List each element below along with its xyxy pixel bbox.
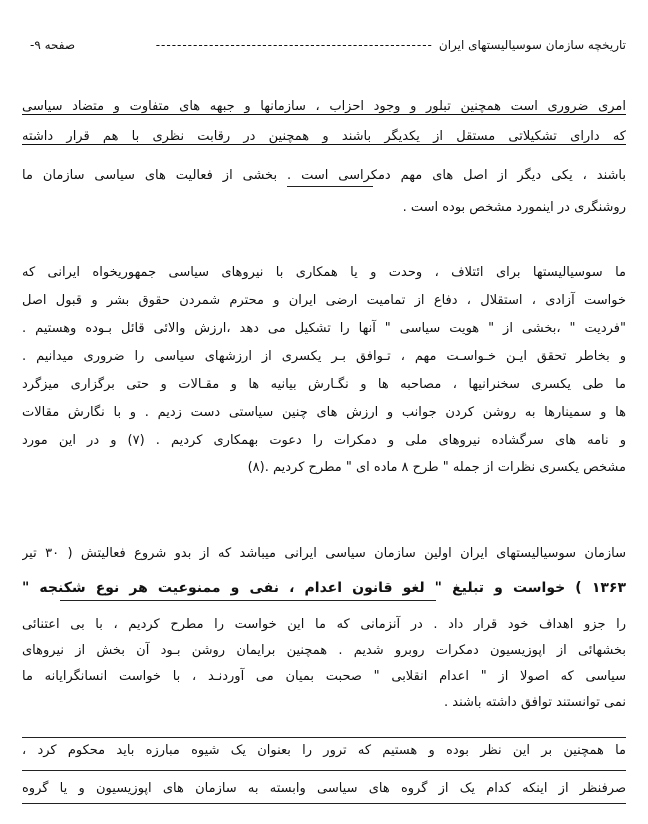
paragraph-1-line: امری ضروری است همچنین تبلور و وجود احزاب ، سازمانها و جبهه های متفاوت و متضاد سیاسی — [22, 99, 626, 114]
paragraph-1-line: که دارای تشکیلاتی مستقل از یکدیگر باشند و همچنین در رقابت نظری با هم قرار داشته — [22, 129, 626, 144]
underline-rule — [22, 770, 626, 771]
underline-rule — [22, 803, 626, 804]
underline-rule — [287, 186, 373, 187]
paragraph-1-line: باشند ، یکی دیگر از اصل های مهم دمکراسی است . بخشی از فعالیت های سیاسی سازمان ما — [22, 168, 626, 183]
paragraph-3-line: را جزو اهداف خود قرار داد . در آنزمانی که ما این خواست را مطرح کردیم ، با بی اعتنائی — [22, 617, 626, 632]
header-dashes: ---------------------------------------------------- — [155, 38, 433, 52]
paragraph-1-line: روشنگری در اینمورد مشخص بوده است . — [402, 200, 626, 215]
paragraph-3-line: سازمان سوسیالیستهای ایران اولین سازمان سیاسی ایرانی میباشد که از بدو شروع فعالیتش ( ۳۰ تیر — [22, 546, 626, 561]
paragraph-3-line: ۱۳۶۳ ) خواست و تبلیغ " لغو قانون اعدام ، نفی و ممنوعیت هر نوع شکنجه " — [22, 580, 626, 596]
paragraph-2-line: "فردیت " ،بخشی از " هویت سیاسی " آنها را تشکیل می دهد ،ارزش والائی قائل بـوده وهستیم . — [22, 321, 626, 336]
page-header — [30, 38, 626, 52]
underline-rule — [60, 600, 436, 601]
paragraph-2-line: ما طی یکسری سخنرانیها ، مصاحبه ها و نگـارش بیانیه ها و مقـالات و حتی برگزاری میزگرد — [22, 377, 626, 392]
paragraph-3-line: بخشهائی از اپوزیسیون دمکرات روبرو شدیم . همچنین برایمان روشن بـود آن بخش از نیروهای — [22, 643, 626, 658]
paragraph-3-line: صرفنظر از اینکه کدام یک از گروه های سیاسی وابسته به سازمان های اپوزیسیون و یا گروه — [22, 781, 626, 796]
header-title: تاریخچه سازمان سوسیالیستهای ایران — [438, 38, 626, 52]
paragraph-3-line: ما همچنین بر این نظر بوده و هستیم که ترور را بعنوان یک شیوه مبارزه باید محکوم کرد ، — [22, 743, 626, 758]
paragraph-2-line: خواست آزادی ، استقلال ، دفاع از تمامیت ارضی ایران و محترم شمردن حقوق بشر و قبول اصل — [22, 293, 626, 308]
paragraph-2-line: و نامه های سرگشاده نیروهای ملی و دمکرات را دعوت بهمکاری کردیم . (۷) و در این مورد — [22, 433, 626, 448]
paragraph-2-line: مشخص یکسری نظرات از جمله " طرح ۸ ماده ای " مطرح کردیم .(۸) — [247, 460, 626, 475]
paragraph-3-line: سیاسی که اصولا از " اعدام انقلابی " صحبت بمیان می آوردنـد ، با خواست انسانگرایانه ما — [22, 669, 626, 684]
paragraph-3-line: نمی توانستند توافق داشته باشند . — [444, 695, 626, 710]
paragraph-2-line: و بخاطر تحقق ایـن خـواسـت مهم ، تـوافق بـر یکسری از ارزشهای سیاسی را ضروری میدانیم . — [22, 349, 626, 364]
paragraph-2-line: ها و سمینارها به روشن کردن جوانب و ارزش های چنین سیاستی دست زدیم . و با نگارش مقالات — [22, 405, 626, 420]
underline-rule — [22, 737, 626, 738]
paragraph-2-line: ما سوسیالیستها برای ائتلاف ، وحدت و یا همکاری با نیروهای سیاسی جمهوریخواه ایرانی که — [22, 265, 626, 280]
header-page-label: صفحه ۹- — [30, 38, 76, 52]
